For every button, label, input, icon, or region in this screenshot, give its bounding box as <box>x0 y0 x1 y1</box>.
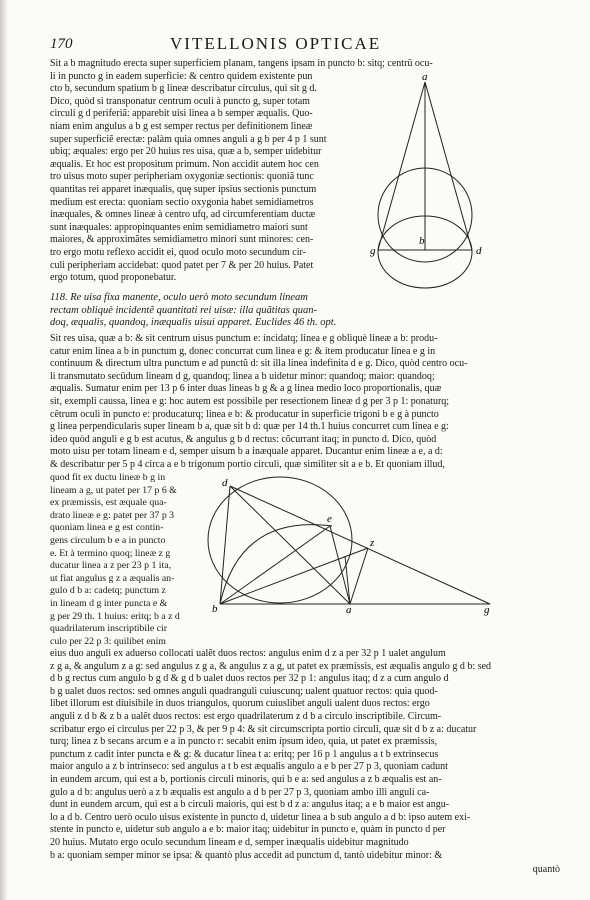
para1-line: culi peripheriam accidebat: quod patet per 7 & per 20 huius. Patet <box>50 259 314 271</box>
paragraph-proposition-118 <box>50 333 555 472</box>
figure-cone-circle <box>370 70 500 300</box>
page-number: 170 <box>50 36 73 52</box>
para2-heading-line: 118. Re uisa fixa manente, oculo uerò moto secundum lineam <box>50 292 308 303</box>
para2-line: Sit res uisa, quæ a b: & sit centrum uisus punctum e: incidatq; linea e g obliquè lineæ a b: produ- <box>50 333 438 344</box>
para1-line: cto b, secundum spatium b g lineæ describatur circulus, qui sit g d. <box>50 83 317 95</box>
para1-line: sunt inæquales: appropinquantes enim semidiametro maiori sunt <box>50 221 308 233</box>
para2-line: g linea perpendicularis super lineam b a, quæ sit b d: quæ per 14 th.1 huius concurret cum linea e g: <box>50 421 449 433</box>
para1-line: Sit a b magnitudo erecta super superficiem planam, tangens ipsam in puncto b: sitq; centrũ ocu- <box>50 58 433 69</box>
para3-left-line: drato lineæ e g: patet per 37 p 3 <box>50 509 175 521</box>
para3-line: stente in puncto e, uidetur sub angulo a e b: maior itaq; uidebitur in puncto e, quàm in puncto d per <box>50 824 446 836</box>
para1-line: Dico, quòd si transponatur centrum oculi à puncto g, super totam <box>50 95 310 107</box>
para2-heading-line: doq, æqualis, quandoq, inæqualis uisui apparet. Euclides 46 th. opt. <box>50 317 337 329</box>
page-gutter-shadow <box>0 0 8 900</box>
paragraph-left-of-figure <box>50 472 208 648</box>
para2-line: catur enim linea a b in punctum g, donec concurrat cum linea e g: & item producatur linea e g in <box>50 345 436 357</box>
para3-line: b g ualet duos rectos: sed omnes anguli quadranguli cuiuscunq; ualent quatuor rectos: quia quod- <box>50 685 438 697</box>
para1-line: super superficiẽ erectæ: palàm quia omnes anguli a g b per 4 p 1 sunt <box>50 133 327 145</box>
para1-line: ubiq; æquales: ergo per 20 huius res uisa, quæ a b, semper uidebitur <box>50 146 322 158</box>
para3-left-line: gens circulum b e a in puncto <box>50 534 166 546</box>
para3-line: b a: quoniam semper minor se ipsa: & quantò plus accedit ad punctum d, tantò uidebitur minor: & <box>50 849 443 861</box>
fig2-line-d-g <box>230 486 490 604</box>
para3-line: gulo a d b: angulus uerò a z b æqualis est angulo a d b per 27 p 3, quoniam ambo illi anguli ca- <box>50 786 430 798</box>
running-header <box>50 34 555 56</box>
para3-left-line: gulo d b a: cadetq; punctum z <box>50 585 166 597</box>
para3-left-line: in lineam d g inter puncta e & <box>50 597 168 609</box>
fig2-line-z-a <box>350 548 368 604</box>
fig2-line-d-a <box>230 486 350 604</box>
para3-left-line: culo per 22 p 3: quilibet enim <box>50 635 166 647</box>
para3-left-line: lineam a g, ut patet per 17 p 6 & <box>50 484 177 496</box>
para2-line: moto uisu per totam lineam e d, semper uisum b a inæquale apparet. Ducantur enim lineæ a e, a d: <box>50 446 443 458</box>
fig2-label-g: g <box>484 604 490 616</box>
fig2-label-z: z <box>370 537 375 549</box>
para1-line: medium est erecta: quoniam sectio oxygonia habet semidiametros <box>50 196 314 208</box>
para1-line: niam enim angulus a b g est semper rectus per definitionem lineæ <box>50 120 313 132</box>
para3-line: eius duo anguli ex aduerso collocati ualẽt duos rectos: angulus enim d z a per 32 p 1 ualet angulum <box>50 648 446 659</box>
fig1-line-a-g <box>378 82 425 250</box>
para1-line: æqualis. Et hoc est propositum primum. Non accidit autem hoc cen <box>50 158 319 170</box>
fig2-line-z-b <box>220 548 368 604</box>
para2-line: æqualis. Sumatur enim per 13 p 6 inter duas lineas b g & a g linea medio loco proportionalis, quæ <box>50 383 442 395</box>
para1-line: tro ergo motu reflexo accidit ei, quod oculo moto secundum cir- <box>50 246 306 258</box>
para3-line: d b g rectus cum angulo b g d & g d b ualet duos rectos per 32 p 1: angulus itaq; d z a cum angulo d <box>50 673 449 685</box>
para1-line: maiores, & approximãtes semidiametro minori sunt minores: cen- <box>50 234 314 246</box>
catchword: quantò <box>532 864 560 875</box>
para3-line: turq; linea z b secans arcum e a in puncto r: secabit enim ipsum ideo, quia, ut patet ex præmissis, <box>50 736 438 748</box>
paragraph-proposition-117 <box>50 58 433 285</box>
para3-left-line: quoniam linea e g est contin- <box>50 522 164 534</box>
fig1-label-d: d <box>476 245 482 257</box>
para3-line: scribatur ergo ei circulus per 22 p 3, & per 9 p 4: & sit circumscripta portio circuli, quæ sit d b z a: ducatur <box>50 723 477 735</box>
running-title: VITELLONIS OPTICAE <box>170 34 382 53</box>
fig1-label-b: b <box>419 235 425 247</box>
para3-line: maior angulo a z b intrinseco: sed angulus a t b est æqualis angulo a e b per 27 p 3, quoniam cadunt <box>50 761 448 773</box>
para1-line: inæquales, & omnes lineæ à centro ufq, ad circumferentiam ductæ <box>50 209 316 221</box>
para2-line: continuum & directum ultra punctum e ad punctũ d: sit illa linea indefinita d e g. Dico, quòd centro ocu- <box>50 358 468 370</box>
figure-circle-tangent <box>200 474 500 614</box>
para3-line: punctum z cadit inter puncta e & g: & ducatur linea t a: eritq; per 16 p 1 angulus a t b extrinsecus <box>50 748 439 760</box>
paragraph-proof-continuation <box>50 648 555 862</box>
para3-line: z g a, & angulum z a g: sed angulus z g a, & angulus z a g, ut patet ex præmissis, est æqualis angulo g d b: sed <box>50 660 492 672</box>
para3-left-line: ex præmissis, est æquale qua- <box>50 497 167 509</box>
fig2-line-e-b <box>220 526 330 604</box>
para3-left-line: ducatur linea a z per 23 p 1 ita, <box>50 560 172 572</box>
para1-line: quantitas rei apparet inæqualis, quę super ipsius sectionis punctum <box>50 183 317 195</box>
para1-line: ergo totum, quod proponebatur. <box>50 272 177 284</box>
para3-left-line: g per 29 th. 1 huius: eritq; b a z d <box>50 610 180 622</box>
para3-left-line: quadrilaterum inscriptibile cir <box>50 623 167 635</box>
para3-line: libet illorum est diuisibile in duos triangulos, quorum cuiuslibet anguli ualent duos rectos: ergo <box>50 698 430 710</box>
para2-line: & describatur per 5 p 4 circa a e b trigonum portio circuli, quæ similiter sit a e b. Et quoniam illud, <box>50 458 445 470</box>
para3-line: anguli z d b & z b a ualẽt duos rectos: est ergo quadrilaterum z d b a circulo inscriptibile. Circum- <box>50 710 442 722</box>
para3-left-line: ut fiat angulus g z a æqualis an- <box>50 572 175 584</box>
para1-line: li in puncto g in eadem superficie: & centro quidem existente pun <box>50 70 313 82</box>
fig2-label-d: d <box>222 477 228 489</box>
para3-line: 20 huius. Mutato ergo oculo secundum lineam e d, semper inæqualis uidebitur magnitudo <box>50 836 409 848</box>
para2-line: sit, exempli caussa, linea e g: hoc autem est possibile per resectionem lineæ d g per 3 p 1: ponaturq; <box>50 395 450 407</box>
para3-left-line: e. Et à termino quoq; lineæ z g <box>50 547 171 559</box>
fig2-label-a: a <box>346 604 352 616</box>
fig2-line-e-a <box>330 526 350 604</box>
para3-line: lo a d b. Centro uerò oculo uisus existente in puncto d, uidetur linea a b sub angulo a d b: ipso autem exi- <box>50 811 471 823</box>
fig2-label-e: e <box>327 513 332 525</box>
para3-line: in eundem arcum, qui est a b, portionis circuli minoris, qui b e a: sed angulus a z b æqualis est an- <box>50 773 442 785</box>
fig1-line-a-d <box>425 82 472 250</box>
para2-line: cẽtrum oculi in puncto e: producaturq; linea e b: & producatur in superficie trigoni b e g à puncto <box>50 408 439 420</box>
para2-heading-line: rectam obliquè incidentẽ quantitati rei uisæ: illa quãtitas quan- <box>50 304 317 316</box>
para3-left-line: quod fit ex ductu lineæ b g in <box>50 472 166 483</box>
fig1-label-g: g <box>370 245 376 257</box>
para2-line: li transmutato secũdum lineam d g, quandoq; linea a b uidetur minor: quandoq; maior: quandoq; <box>50 370 435 382</box>
fig2-label-b: b <box>212 603 218 615</box>
para2-line: ideo quòd anguli e g b est acutus, & angulus g b d rectus: cõcurrant itaq; in puncto d. Dico, quòd <box>50 433 437 445</box>
para3-line: dunt in eundem arcum, qui est a b circuli maioris, qui est b d z a: angulus itaq; a e b maior est angu- <box>50 799 450 811</box>
fig1-label-a: a <box>422 71 428 83</box>
para1-line: circuli g d periferiã: apparebit uisi linea a b semper æqualis. Quo- <box>50 108 313 120</box>
proposition-118-heading <box>50 292 555 330</box>
para1-line: tro uisus moto super peripheriam oxygoniæ sectionis: quoniã tunc <box>50 171 314 183</box>
